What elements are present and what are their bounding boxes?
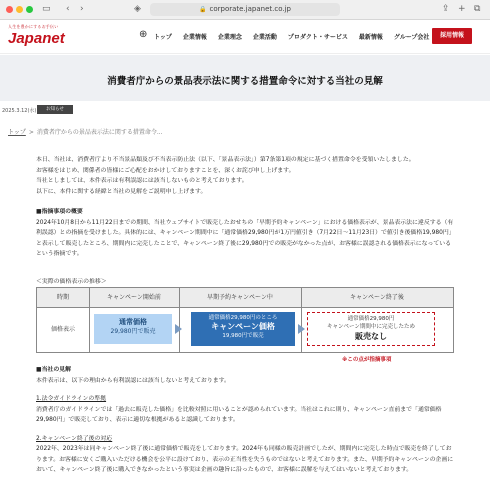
nav-products[interactable]: プロダクト・サービス	[287, 34, 348, 41]
price-during-box	[191, 312, 295, 346]
intro-line-2: お客様をはじめ、関係者の皆様にご心配をおかけしておりますことを、深くお詫び申し上げます。	[36, 167, 295, 174]
share-icon[interactable]: ⇪	[442, 4, 450, 14]
browser-toolbar	[0, 0, 490, 20]
table-divider	[89, 288, 90, 352]
section-heading-overview: ■指摘事項の概要	[36, 209, 83, 215]
address-bar[interactable]	[150, 3, 340, 16]
tabs-icon[interactable]: ⧉	[474, 4, 481, 14]
article-body-2	[36, 363, 454, 476]
post-date: 2025.3.12(水)	[2, 108, 37, 114]
subheading-after-campaign: 2.キャンペーン終了後の対応	[36, 435, 113, 442]
intro-line-1: 本日、当社は、消費者庁より不当景品類及び不当表示防止法（以下、「景品表示法」）第7条第1項の規定に基づく措置命令を受領いたしました。	[36, 157, 415, 163]
nav-philosophy[interactable]: 企業理念	[217, 34, 242, 41]
japanet-logo[interactable]: Japanet	[8, 30, 65, 47]
price-table	[36, 287, 454, 353]
breadcrumb-home[interactable]: トップ	[8, 129, 26, 136]
nav-company[interactable]: 企業情報	[182, 34, 207, 41]
subheading-guideline: 1.法令ガイドラインの準拠	[36, 396, 107, 402]
nav-group[interactable]: グループ会社	[393, 34, 430, 41]
table-note: ※この点が指摘事項	[342, 357, 392, 363]
price-after-box	[307, 312, 435, 346]
table-divider	[179, 288, 180, 352]
after-line-2: キャンペーン期間中に完売したため	[327, 324, 415, 330]
intro-line-3: 当社としましては、本件表示は有利誤認には該当しないものと考えております。	[36, 178, 248, 184]
breadcrumb	[8, 127, 163, 136]
arrow-right-icon	[298, 324, 305, 334]
after-line-1: 通常価格29,980円	[347, 316, 395, 322]
category-badge: お知らせ	[37, 105, 73, 114]
before-line-1: 通常価格	[119, 318, 147, 326]
recruit-button[interactable]: 採用情報	[432, 28, 472, 44]
url-text: corporate.japanet.co.jp	[209, 5, 291, 13]
chevron-right-icon[interactable]: ›	[80, 4, 84, 14]
shield-icon[interactable]: ◈	[134, 4, 141, 14]
nav-news[interactable]: 最新情報	[358, 34, 383, 41]
section-heading-view: ■当社の見解	[36, 367, 72, 373]
during-line-2: キャンペーン価格	[211, 322, 275, 331]
row-label-price: 価格表示	[50, 326, 75, 333]
main-nav	[154, 32, 429, 41]
header-during: 早期予約キャンペーン中	[207, 294, 273, 301]
chevron-left-icon[interactable]: ‹	[66, 4, 70, 14]
breadcrumb-current: 消費者庁からの景品表示法に関する措置命令...	[36, 129, 163, 136]
sidebar-icon[interactable]: ▭	[42, 4, 51, 14]
nav-activities[interactable]: 企業活動	[252, 34, 277, 41]
body-guideline: 消費者庁のガイドラインでは「過去に販売した価格」を比較対照に用いることが認められています。当社はこれに則り、キャンペーン直前まで「通常価格29,980円」で販売しており、表示に適切な根拠があると認識しております。	[36, 406, 442, 423]
minimize-window-button[interactable]	[16, 6, 23, 13]
before-line-2: 29,980円で販売	[110, 328, 156, 335]
section-intro-view: 本件表示は、以下の理由から有利誤認には該当しないと考えております。	[36, 377, 230, 384]
table-divider	[301, 288, 302, 352]
breadcrumb-separator: >	[28, 129, 34, 136]
intro-line-4: 以下に、本件に関する経緯と当社の見解をご説明申し上げます。	[36, 188, 207, 195]
arrow-right-icon	[175, 324, 182, 334]
lock-icon: 🔒	[199, 6, 207, 13]
price-before-box	[94, 314, 172, 344]
title-banner	[0, 55, 490, 101]
table-caption: ＜実際の価格表示の推移＞	[36, 279, 107, 285]
page-title: 消費者庁からの景品表示法に関する措置命令に対する当社の見解	[107, 76, 383, 87]
site-header	[0, 20, 490, 54]
during-line-3: 19,980円で販売	[222, 333, 264, 339]
header-period: 時期	[56, 294, 69, 301]
body-after-campaign: 2022年、2023年は同キャンペーン終了後に通常価格で販売をしております。2024年も同様の販売計画でしたが、期間内に完売した時点で販売を終了しております。お客様に安くご購入いただける機会を公平に設けており、表示の正当性を失うものではないと考えております。また、早期予約キャンペーンの企画において、キャンペーン終了後に購入できなかったという事実は企画の趣旨に沿ったもので、お客様に誤解を与えてはいないと考えております。	[36, 446, 454, 473]
section-body-overview: 2024年10月8日から11月22日までの期間、当社ウェブサイトで販売したおせちの「早期予約キャンペーン」における価格表示が、景品表示法に違反する（有利誤認）との指摘を受けました。具体的には、キャンペーン期間中に「通常価格29,980円が1万円値引き（7月22日〜11月23日）で値引き後価格19,980円」と表示して販売したところ、期間内に完売したことで、キャンペーン終了後に29,980円での販売がなかった点が、お客様に誤認される価格表示になっているという指摘です。	[36, 219, 454, 257]
close-window-button[interactable]	[6, 6, 13, 13]
plus-icon[interactable]: +	[458, 4, 466, 14]
header-before: キャンペーン開始前	[107, 294, 161, 301]
globe-icon[interactable]: ⊕	[139, 29, 148, 40]
after-line-3: 販売なし	[355, 332, 387, 341]
fullscreen-window-button[interactable]	[26, 6, 33, 13]
header-after: キャンペーン終了後	[350, 294, 404, 301]
during-line-1: 通常価格29,980円のところ	[208, 315, 278, 321]
nav-top[interactable]: トップ	[154, 34, 172, 41]
article-body	[36, 155, 454, 260]
logo-tagline: 人生を豊かにするお手伝い	[8, 24, 59, 29]
